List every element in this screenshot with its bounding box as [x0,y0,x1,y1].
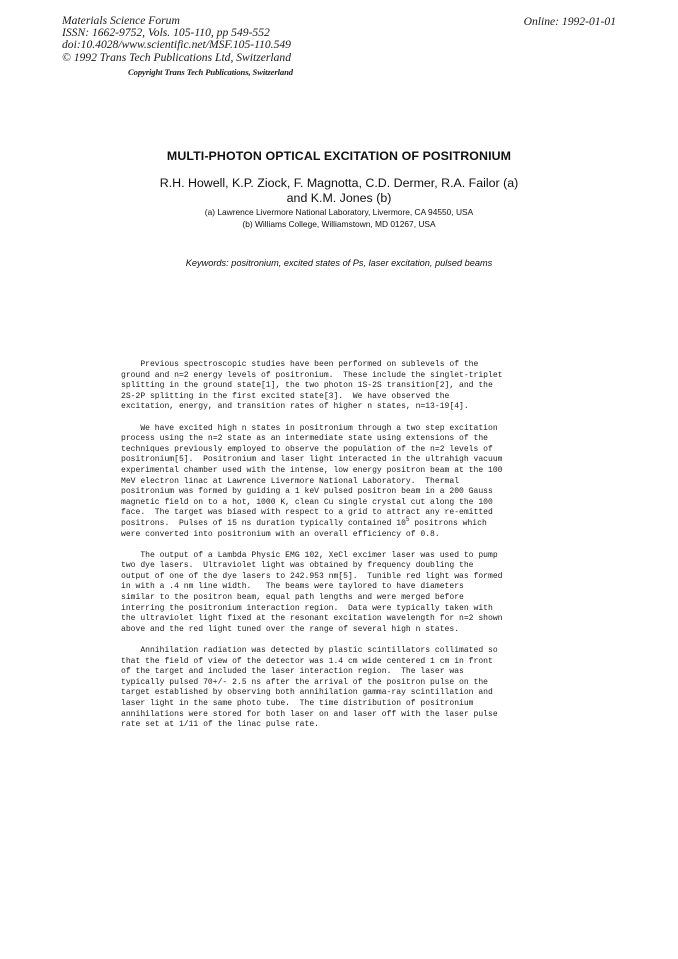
exponent-superscript: 5 [405,515,410,523]
keywords: Keywords: positronium, excited states of Ps, laser excitation, pulsed beams [185,258,493,268]
body-line: face. The target was biased with respect to a grid to attract any re-emitted [121,508,493,518]
doi-line: doi:10.4028/www.scientific.net/MSF.105-110.549 [62,38,291,52]
body-line: positrons. Pulses of 15 ns duration typically contained $10^5$ positrons which [121,515,487,528]
body-line: that the field of view of the detector was 1.4 cm wide centered 1 cm in front [121,656,493,666]
body-line: typically pulsed 70+/- 2.5 ns after the arrival of the positron pulse on the [121,677,488,687]
body-line: 2S-2P splitting in the first excited state[3]. We have observed the [121,391,450,401]
abstract-body [121,360,503,741]
body-line: above and the red light tuned over the range of several high n states. [121,624,460,634]
exponent-tail: positrons which [409,518,487,528]
body-line: interring the positronium interaction region. Data were typically taken with [121,603,493,613]
affiliation-a: (a) Lawrence Livermore National Laboratory, Livermore, CA 94550, USA [204,207,474,217]
publisher-line: © 1992 Trans Tech Publications Ltd, Switzerland [62,50,292,64]
body-line: MeV electron linac at Lawrence Livermore National Laboratory. Thermal [121,476,460,486]
body-line: output of one of the dye lasers to 242.953 nm[5]. Tunible red light was formed [121,571,503,581]
author-block [0,176,678,206]
body-paragraph [121,424,503,541]
body-line: techniques previously employed to observe the population of the n=2 levels of [121,444,493,454]
body-line: magnetic field on to a hot, 1000 K, clean Cu single crystal cut along the 100 [121,497,493,507]
body-line: rate set at 1/11 of the linac pulse rate. [121,720,319,730]
body-line: excitation, energy, and transition rates of higher n states, n=13-19[4]. [121,402,469,412]
body-line: splitting in the ground state[1], the two photon 1S-2S transition[2], and the [121,381,493,391]
body-paragraph [121,646,503,731]
body-line: positronium was formed by guiding a 1 keV pulsed positron beam in a 200 Gauss [121,487,493,497]
issn-line: ISSN: 1662-9752, Vols. 105-110, pp 549-552 [62,26,270,40]
journal-name: Materials Science Forum [62,14,180,27]
body-paragraph [121,360,503,413]
body-line: in with a .4 nm line width. The beams were taylored to have diameters [121,582,464,592]
body-line: target established by observing both annihilation gamma-ray scintillation and [121,688,493,698]
body-line: were converted into positronium with an overall efficiency of 0.8. [121,529,440,539]
body-line: ground and n=2 energy levels of positronium. These include the singlet-triplet [121,370,503,380]
body-line: two dye lasers. Ultraviolet light was obtained by frequency doubling the [121,561,474,571]
paper-title: MULTI-PHOTON OPTICAL EXCITATION OF POSITRONIUM [166,149,512,163]
body-line: Previous spectroscopic studies have been performed on sublevels of the [121,360,479,369]
body-line: of the target and included the laser interaction region. The laser was [121,667,464,677]
body-line: The output of a Lambda Physic EMG 102, XeCl excimer laser was used to pump [121,550,498,560]
copyright-stamp: Copyright Trans Tech Publications, Switzerland [128,67,294,77]
journal-header [62,15,291,64]
body-line: Annihilation radiation was detected by plastic scintillators collimated so [121,646,498,656]
body-line: We have excited high n states in positronium through a two step excitation [121,423,498,433]
affiliation-block [0,207,678,230]
body-line: process using the n=2 state as an intermediate state using extensions of the [121,434,488,444]
body-paragraph [121,551,503,636]
body-line: similar to the positron beam, equal path lengths and were merged before [121,593,464,603]
body-line: annihilations were stored for both laser on and laser off with the laser pulse [121,709,498,719]
affiliation-b: (b) Williams College, Williamstown, MD 01267, USA [242,218,436,229]
online-date: Online: 1992-01-01 [523,15,616,28]
body-line: laser light in the same photo tube. The time distribution of positronium [121,699,474,708]
body-line: experimental chamber used with the intense, low energy positron beam at the 100 [121,465,503,475]
body-line: the ultraviolet light fixed at the resonant excitation wavelength for n=2 shown [121,614,503,624]
author-line-1: R.H. Howell, K.P. Ziock, F. Magnotta, C.D. Dermer, R.A. Failor (a) [159,176,519,190]
body-line: positronium[5]. Positronium and laser light interacted in the ultrahigh vacuum [121,455,503,465]
author-line-2: and K.M. Jones (b) [286,191,392,205]
